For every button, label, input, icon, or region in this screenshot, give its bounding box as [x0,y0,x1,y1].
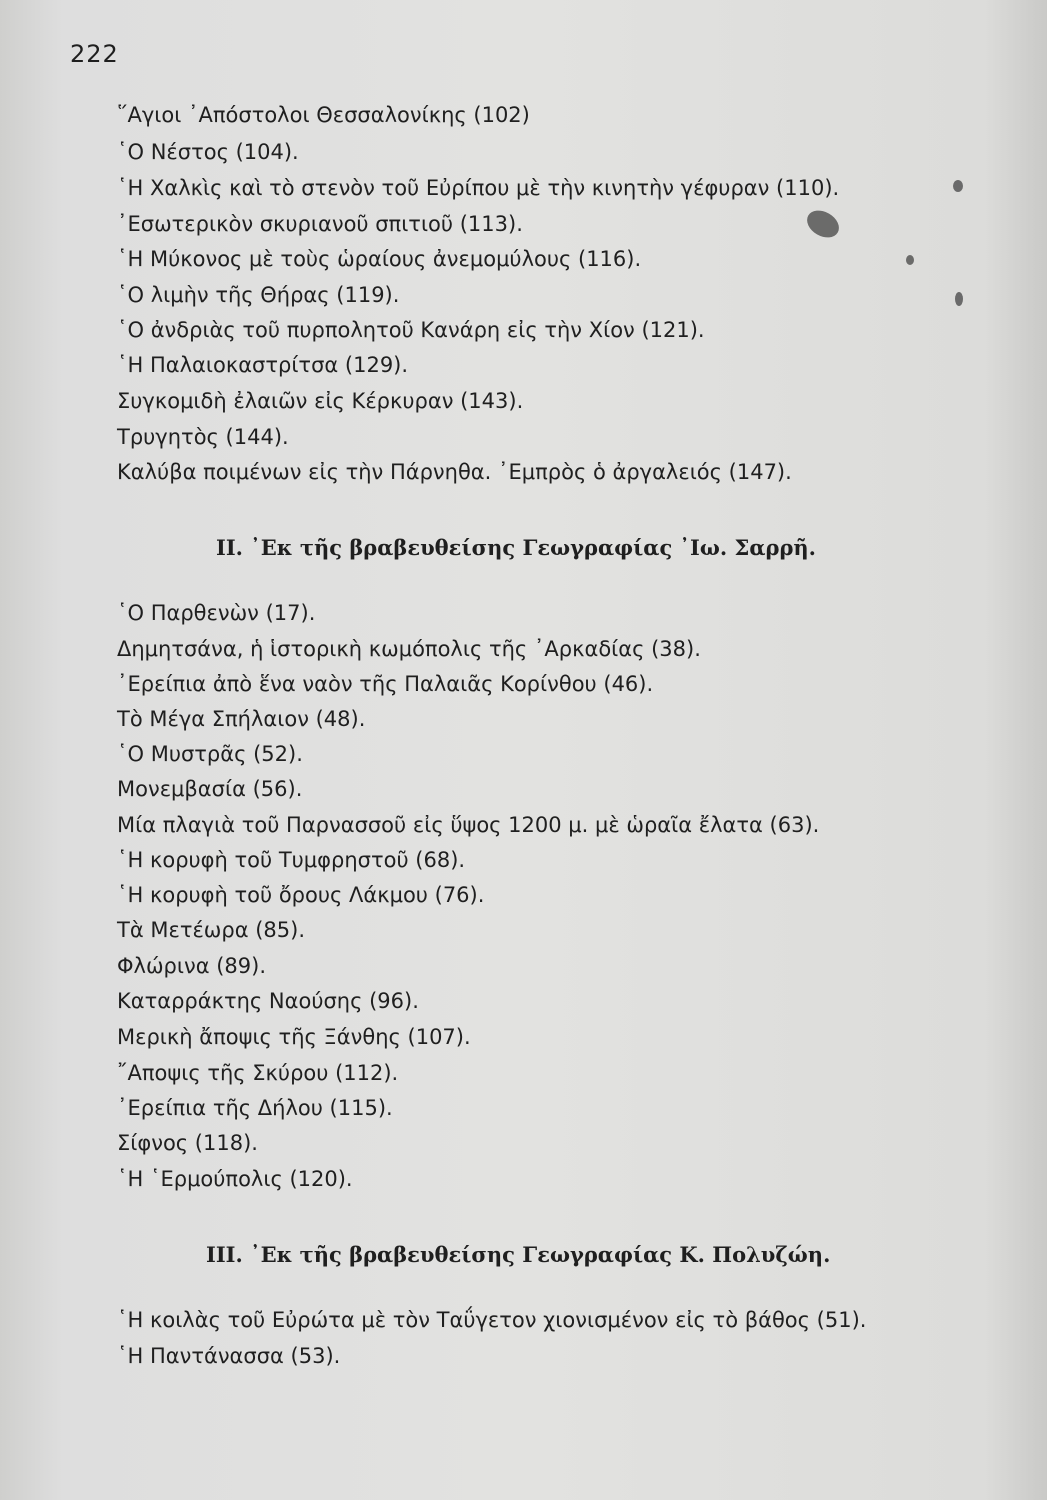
item-text: ῞Αγιοι ᾿Απόστολοι Θεσσαλονίκης (102) [117,103,530,127]
item-text: ῎Αποψις τῆς Σκύρου (112). [117,1061,399,1085]
ink-spot [953,180,963,192]
item-text: ῾Ο Νέστος (104). [117,140,299,164]
item-text: ῾Η κορυφὴ τοῦ ὄρους Λάκμου (76). [117,883,485,907]
item-text: ῾Η Παλαιοκαστρίτσα (129). [117,353,409,377]
item-text: ῾Η κοιλὰς τοῦ Εὐρώτα μὲ τὸν Ταΰγετον χιονισμένον εἰς τὸ βάθος (51). [117,1308,867,1332]
item-text: Καλύβα ποιμένων εἰς τὴν Πάρνηθα. ᾿Εμπρὸς ὁ ἀργαλειός (147). [117,460,792,484]
item-text: Συγκομιδὴ ἐλαιῶν εἰς Κέρκυραν (143). [117,389,524,413]
item-text: Μονεμβασία (56). [117,777,303,801]
item-text: Τὸ Μέγα Σπήλαιον (48). [117,707,366,731]
item-text: ῾Ο λιμὴν τῆς Θήρας (119). [117,283,400,307]
ink-spot [802,205,843,243]
item-text: ᾿Ερείπια τῆς Δήλου (115). [117,1096,393,1120]
item-text: ῾Ο ἀνδριὰς τοῦ πυρπολητοῦ Κανάρη εἰς τὴν Χίον (121). [117,318,705,342]
item-text: Τὰ Μετέωρα (85). [117,918,306,942]
item-text: ῾Η Μύκονος μὲ τοὺς ὡραίους ἀνεμομύλους (116). [117,247,642,271]
section-heading-3: III. ᾿Εκ τῆς βραβευθείσης Γεωγραφίας Κ. Πολυζώη. [206,1242,831,1267]
page-number: 222 [70,40,119,68]
item-text: Τρυγητὸς (144). [117,425,289,449]
item-text: ᾿Ερείπια ἀπὸ ἕνα ναὸν τῆς Παλαιᾶς Κορίνθου (46). [117,672,654,696]
section-heading-2: II. ᾿Εκ τῆς βραβευθείσης Γεωγραφίας ᾿Ιω. Σαρρῆ. [216,535,816,560]
ink-spot [955,292,963,306]
item-text: ῾Η ῾Ερμούπολις (120). [117,1167,353,1191]
item-text: ῾Η κορυφὴ τοῦ Τυμφρηστοῦ (68). [117,848,466,872]
item-text: ῾Η Χαλκὶς καὶ τὸ στενὸν τοῦ Εὐρίπου μὲ τὴν κινητὴν γέφυραν (110). [117,176,840,200]
item-text: ῾Ο Μυστρᾶς (52). [117,742,303,766]
item-text: ᾿Εσωτερικὸν σκυριανοῦ σπιτιοῦ (113). [117,212,523,236]
item-text: ῾Η Παντάνασσα (53). [117,1344,341,1368]
item-text: Φλώρινα (89). [117,954,267,978]
item-text: Δημητσάνα, ἡ ἱστορικὴ κωμόπολις τῆς ᾿Αρκαδίας (38). [117,637,701,661]
item-text: ῾Ο Παρθενὼν (17). [117,601,316,625]
item-text: Σίφνος (118). [117,1131,258,1155]
ink-spot [906,255,914,265]
item-text: Καταρράκτης Ναούσης (96). [117,989,419,1013]
item-text: Μερικὴ ἄποψις τῆς Ξάνθης (107). [117,1025,471,1049]
item-text: Μία πλαγιὰ τοῦ Παρνασσοῦ εἰς ὕψος 1200 μ. μὲ ὡραῖα ἔλατα (63). [117,813,820,837]
